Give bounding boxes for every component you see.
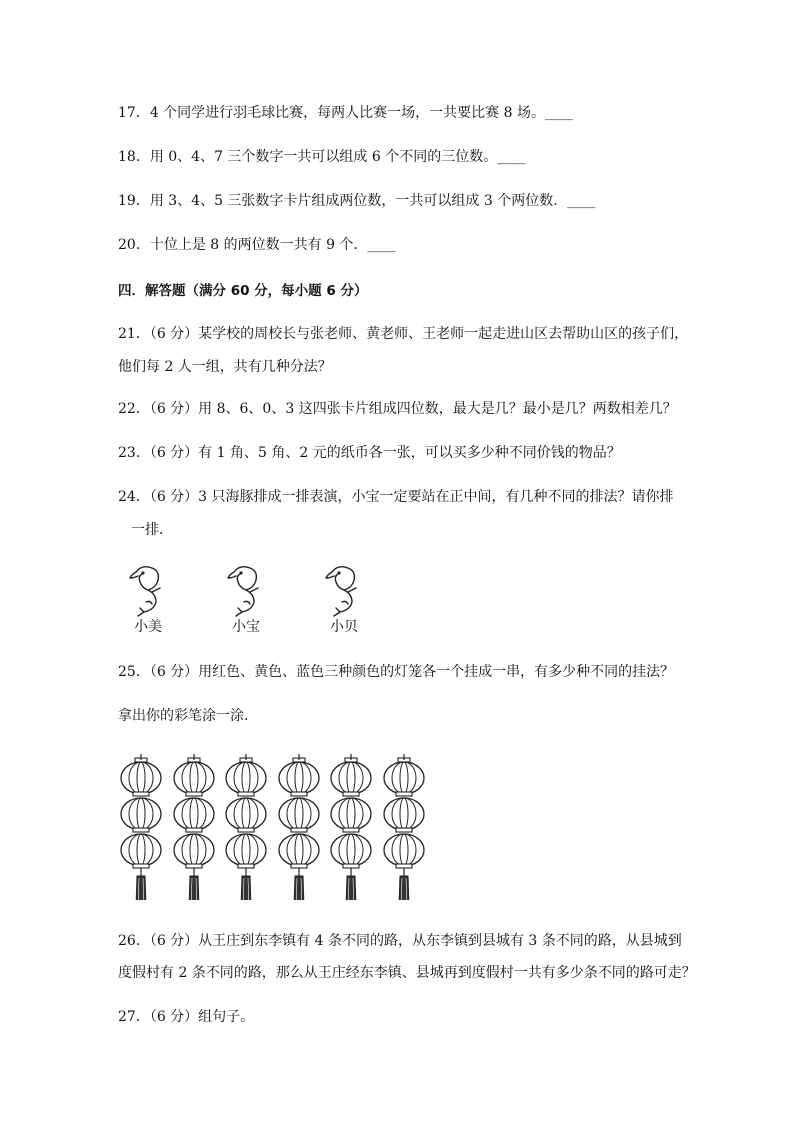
lantern-icon <box>328 752 374 900</box>
lantern-icon <box>276 752 322 900</box>
lantern-string <box>381 752 427 900</box>
question-18: 18．用 0、4、7 三个数字一共可以组成 6 个不同的三位数。____ <box>118 149 526 165</box>
dolphin-icon <box>126 562 170 618</box>
question-24-line-2: 一排． <box>131 522 173 538</box>
question-20: 20．十位上是 8 的两位数一共有 9 个．____ <box>118 237 396 253</box>
lantern-icon <box>223 752 269 900</box>
lantern-string <box>118 752 164 900</box>
question-25-line-1: 25．（6 分）用红色、黄色、蓝色三种颜色的灯笼各一个挂成一串，有多少种不同的挂法？ <box>118 664 675 680</box>
dolphin-item <box>118 562 178 636</box>
question-27: 27．（6 分）组句子。 <box>118 1009 255 1025</box>
question-23: 23．（6 分）有 1 角、5 角、2 元的纸币各一张，可以买多少种不同价钱的物品？ <box>118 445 621 461</box>
lantern-string <box>276 752 322 900</box>
dolphin-name: 小贝 <box>330 619 358 635</box>
dolphin-icon <box>322 562 366 618</box>
lantern-figure <box>118 752 428 902</box>
lantern-icon <box>118 752 164 900</box>
question-21-line-2: 他们每 2 人一组，共有几种分法？ <box>118 359 332 375</box>
dolphin-name: 小宝 <box>232 619 260 635</box>
question-26-line-1: 26．（6 分）从王庄到东李镇有 4 条不同的路，从东李镇到县城有 3 条不同的路，从县城到 <box>118 933 682 949</box>
dolphin-icon <box>224 562 268 618</box>
lantern-string <box>171 752 217 900</box>
question-17: 17．4 个同学进行羽毛球比赛，每两人比赛一场，一共要比赛 8 场。____ <box>118 105 573 121</box>
question-19: 19．用 3、4、5 三张数字卡片组成两位数，一共可以组成 3 个两位数．____ <box>118 193 596 209</box>
question-22: 22．（6 分）用 8、6、0、3 这四张卡片组成四位数，最大是几？最小是几？两数相差几？ <box>118 401 677 417</box>
dolphin-item <box>314 562 374 636</box>
question-24-line-1: 24．（6 分）3 只海豚排成一排表演，小宝一定要站在正中间，有几种不同的排法？请你排 <box>118 489 674 505</box>
question-25-line-2: 拿出你的彩笔涂一涂． <box>118 708 258 724</box>
lantern-icon <box>171 752 217 900</box>
dolphin-name: 小美 <box>134 619 162 635</box>
question-26-line-2: 度假村有 2 条不同的路，那么从王庄经东李镇、县城再到度假村一共有多少条不同的路可走？ <box>118 965 696 981</box>
question-21-line-1: 21．（6 分）某学校的周校长与张老师、黄老师、王老师一起走进山区去帮助山区的孩子们， <box>118 326 689 342</box>
dolphin-figure <box>118 562 378 642</box>
lantern-icon <box>381 752 427 900</box>
dolphin-item <box>216 562 276 636</box>
lantern-string <box>328 752 374 900</box>
section-heading: 四．解答题（满分 60 分，每小题 6 分） <box>118 283 368 299</box>
lantern-string <box>223 752 269 900</box>
